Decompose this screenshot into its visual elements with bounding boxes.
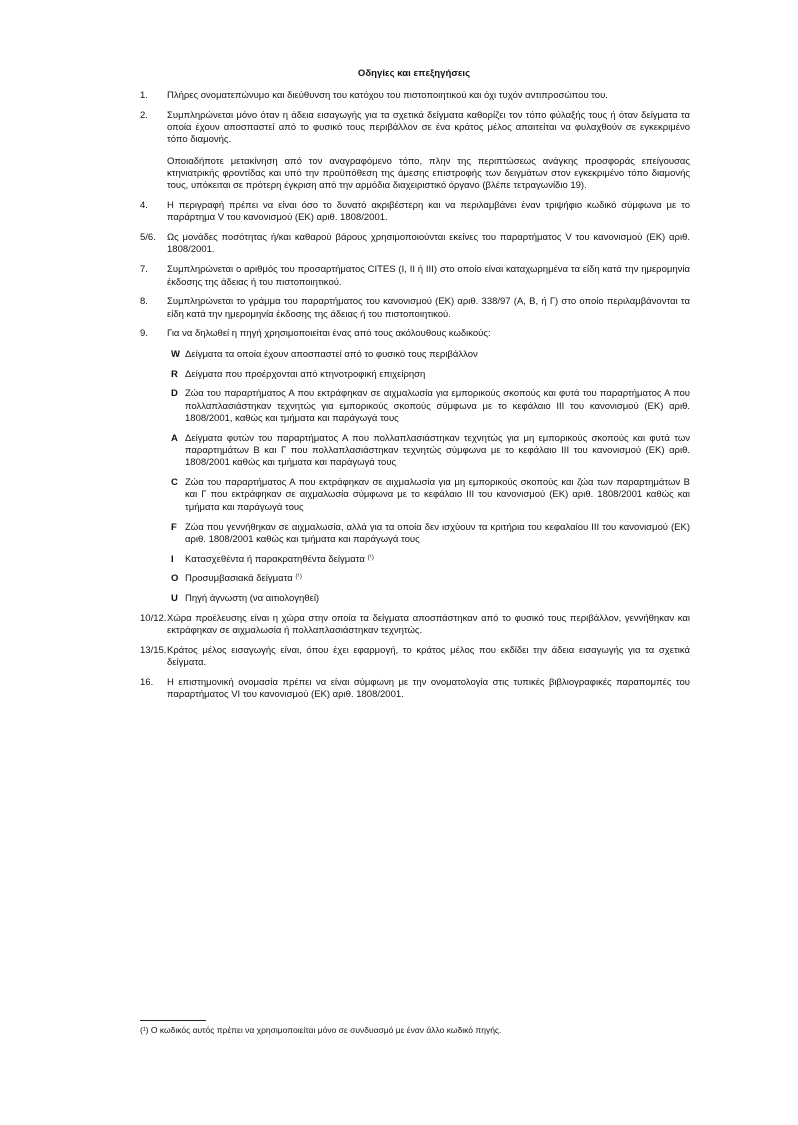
code-description: Δείγματα φυτών του παραρτήματος Α που πολλαπλασιάστηκαν τεχνητώς για μη εμπορικούς σκοπούς και φυτά των παραρτημάτων Β και Γ που πολλαπλασιάστηκαν τεχνητώς σύμφωνα με το κεφάλαιο III του κανονισμού (ΕΚ) αριθ. 1808/2001 καθώς και τμήματα και παράγωγά τους [185,432,690,469]
footnote-text: Ο κωδικός αυτός πρέπει να χρησιμοποιείται μόνο σε συνδυασμό με έναν άλλο κωδικό πηγής. [150,1025,502,1035]
item-text: Συμπληρώνεται μόνο όταν η άδεια εισαγωγής για τα σχετικά δείγματα καθορίζει τον τόπο φύλαξής τους ή όταν δείγματα τα οποία έχουν αποσπαστεί από το φυσικό τους περιβάλλον σε ένα κράτος μέλος απαιτείται να φυλαχθούν σε εγκεκριμένο τόπο διαμονής. [167,109,690,146]
code-text: Προσυμβασιακά δείγματα [185,573,293,585]
code-letter: R [171,368,178,380]
item-number: 9. [140,328,148,340]
code-letter: C [171,477,178,489]
code-letter: U [171,593,178,605]
source-code-u [167,593,690,605]
item-text: Πλήρες ονοματεπώνυμο και διεύθυνση του κατόχου του πιστοποιητικού και όχι τυχόν αντιπροσώπου του. [167,90,608,101]
item-number: 1. [140,90,148,101]
instruction-item-10-12 [140,613,690,638]
code-description: Πηγή άγνωστη (να αιτιολογηθεί) [185,593,320,605]
item-number: 7. [140,264,148,276]
item-text: Οποιαδήποτε μετακίνηση από τον αναγραφόμενο τόπο, πλην της περιπτώσεως ανάγκης προσφοράς επείγουσας κτηνιατρικής φροντίδας και υπό την προϋπόθεση της άμεσης επιστροφής των δειγμάτων στον εγκεκριμένο τόπο διαμονής τους, υπόκειται σε πρότερη έγκριση από την αρμόδια διαχειριστικό όργανο (βλέπε τετραγωνίδιο 19). [167,155,690,192]
item-text: Συμπληρώνεται το γράμμα του παραρτήματος του κανονισμού (ΕΚ) αριθ. 338/97 (Α, Β, ή Γ) στο οποίο περιλαμβάνονται τα είδη κατά την ημερομηνία έκδοσης της άδειας ή του πιστοποιητικού. [167,296,690,320]
source-code-i [167,554,690,566]
code-description: Δείγματα που προέρχονται από κτηνοτροφική επιχείρηση [185,368,426,380]
item-number: 13/15. [140,645,167,657]
instructions-list [140,90,690,709]
footnote-reference: (¹) [367,553,374,561]
instruction-item-5-6 [140,232,690,257]
item-number: 16. [140,677,154,689]
code-description [176,573,690,585]
instruction-item-8 [140,296,690,321]
source-codes-list [167,349,690,606]
source-code-w [167,349,690,361]
instruction-item-2 [140,110,690,193]
footnote [140,1025,690,1036]
item-text: Χώρα προέλευσης είναι η χώρα στην οποία τα δείγματα αποσπάστηκαν από το φυσικό τους περιβάλλον, γεννήθηκαν και εκτράφηκαν σε αιχμαλωσία ή πολλαπλασιάστηκαν τεχνητώς. [167,613,690,637]
item-text: Για να δηλωθεί η πηγή χρησιμοποιείται ένας από τους ακόλουθους κωδικούς: [167,328,491,340]
code-letter: W [171,348,180,360]
item-number: 8. [140,296,148,308]
instruction-item-16 [140,677,690,702]
code-description: Ζώα του παραρτήματος Α που εκτράφηκαν σε αιχμαλωσία για εμπορικούς σκοπούς και φυτά του παραρτήματος Α που πολλαπλασιάστηκαν τεχνητώς για εμπορικούς σκοπούς σύμφωνα με το κεφάλαιο III του κανονισμού (ΕΚ) αριθ. 1808/2001, καθώς και τμήματα και παράγωγά τους [185,388,690,424]
code-description: Ζώα που γεννήθηκαν σε αιχμαλωσία, αλλά για τα οποία δεν ισχύουν τα κριτήρια του κεφαλαίου III του κανονισμού (ΕΚ) αριθ. 1808/2001 καθώς και τμήματα και παράγωγά τους [185,521,690,545]
code-letter: F [171,521,177,533]
source-code-a [167,433,690,470]
source-code-c [167,477,690,514]
code-letter: A [171,432,178,444]
code-letter: D [171,388,178,400]
source-code-o [167,573,690,585]
item-text: Η περιγραφή πρέπει να είναι όσο το δυνατό ακριβέστερη και να περιλαμβάνει έναν τριψήφιο κωδικό σύμφωνα με το παράρτημα V του κανονισμού (ΕΚ) αριθ. 1808/2001. [167,200,690,224]
item-text: Κράτος μέλος εισαγωγής είναι, όπου έχει εφαρμογή, το κράτος μέλος που εκδίδει την άδεια εισαγωγής για τα σχετικά δείγματα. [167,645,690,669]
item-number: 2. [140,109,148,121]
code-description: Ζώα του παραρτήματος Α που εκτράφηκαν σε αιχμαλωσία για μη εμπορικούς σκοπούς και ζώα των παραρτημάτων Β και Γ που εκτράφηκαν σε αιχμαλωσία σύμφωνα με το κεφάλαιο III του κανονισμού (ΕΚ) αριθ. 1808/2001 καθώς και τμήματα και παράγωγά τους [185,477,690,513]
source-code-f [167,522,690,547]
item-text: Ως μονάδες ποσότητας ή/και καθαρού βάρους χρησιμοποιούνται εκείνες του παραρτήματος V του κανονισμού (ΕΚ) αριθ. 1808/2001. [167,232,690,256]
code-description [176,554,690,566]
document-title: Οδηγίες και επεξηγήσεις [357,68,471,79]
footnote-reference: (¹) [295,573,302,581]
instruction-item-1 [140,90,690,102]
instruction-item-7 [140,264,690,289]
source-code-d [167,388,690,425]
item-number: 5/6. [140,232,156,244]
code-description: Δείγματα τα οποία έχουν αποσπαστεί από το φυσικό τους περιβάλλον [185,348,478,360]
item-text: Συμπληρώνεται ο αριθμός του προσαρτήματος CITES (I, II ή III) στο οποίο είναι καταχωρημένα τα είδη κατά την ημερομηνία έκδοσης της άδειας ή του πιστοποιητικού. [167,264,690,288]
footnote-marker: (¹) [140,1025,149,1035]
code-letter: I [171,553,174,565]
item-number: 4. [140,200,148,212]
item-number: 10/12. [140,613,167,624]
footnote-divider [140,1020,206,1021]
code-text: Κατασχεθέντα ή παρακρατηθέντα δείγματα [185,553,365,565]
item-text: Η επιστημονική ονομασία πρέπει να είναι σύμφωνη με την ονοματολογία στις τυπικές βιβλιογραφικές παραπομπές του παραρτήματος VI του κανονισμού (ΕΚ) αριθ. 1808/2001. [167,677,690,701]
code-letter: O [171,573,179,585]
instruction-item-4 [140,200,690,225]
instruction-item-9 [140,328,690,605]
instruction-item-13-15 [140,645,690,670]
source-code-r [167,369,690,381]
